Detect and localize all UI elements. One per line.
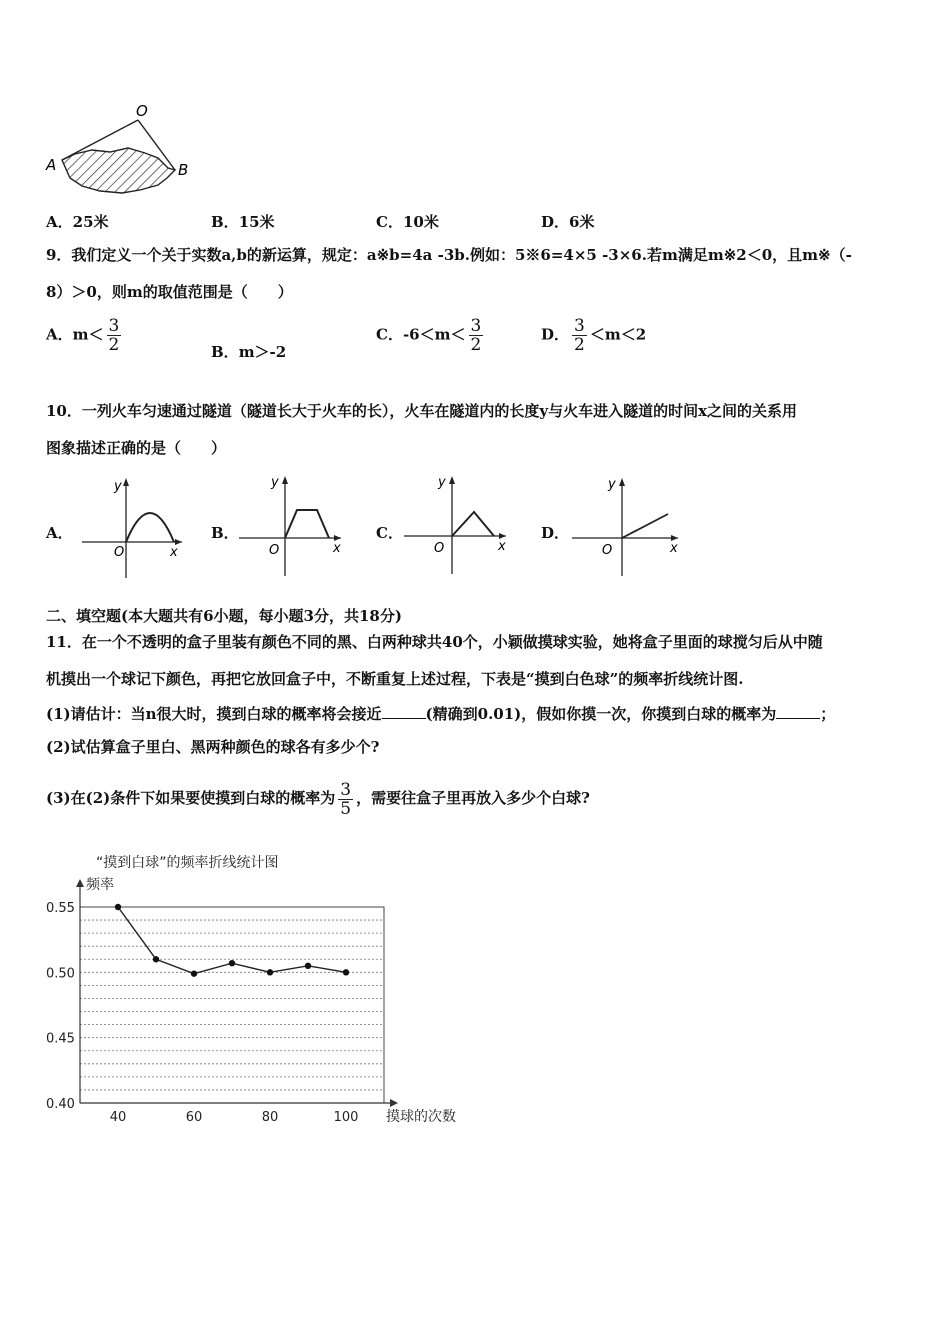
data-point	[305, 963, 311, 969]
curve	[622, 514, 668, 538]
q9-stem-line2: 8）＞0，则m的取值范围是（ ）	[46, 283, 293, 301]
part3-text-pre: (3)在(2)条件下如果要使摸到白球的概率为	[46, 789, 336, 807]
y-tick-label: 0.40	[46, 1097, 75, 1112]
axis-x-label: x	[170, 545, 178, 560]
q10-graph-b[interactable]	[237, 472, 347, 580]
option-text: 10米	[402, 213, 439, 231]
q10-stem-line2: 图象描述正确的是（ ）	[46, 439, 227, 457]
option-text: ＜m＜2	[589, 325, 647, 344]
axis-y-label: y	[114, 479, 122, 494]
y-axis-label: 频率	[86, 877, 114, 893]
option-letter: B．	[211, 213, 239, 231]
option-letter: D．	[541, 325, 570, 344]
plot-frame	[80, 907, 384, 1103]
q11-part2: (2)试估算盒子里白、黑两种颜色的球各有多少个?	[46, 738, 380, 756]
q8-option-a[interactable]	[46, 211, 109, 232]
axis-x-label: x	[498, 539, 506, 554]
fraction	[338, 781, 353, 818]
option-letter: A．	[46, 213, 73, 231]
option-text: -6＜m＜	[402, 325, 466, 344]
option-letter: D．	[541, 213, 570, 231]
option-letter: C．	[376, 213, 403, 231]
q11-stem-line1: 11．在一个不透明的盒子里装有颜色不同的黑、白两种球共40个，小颖做摸球实验，她将盒子里面的球搅匀后从中随	[46, 633, 823, 651]
part1-end: ；	[820, 705, 836, 723]
answer-blank-2[interactable]	[776, 718, 820, 719]
q8-option-c[interactable]	[376, 211, 439, 232]
option-letter: B．	[211, 343, 239, 361]
data-point	[343, 969, 349, 975]
numerator: 3	[340, 779, 352, 800]
x-ticks	[110, 1110, 359, 1125]
lake-shape	[62, 148, 175, 193]
option-letter: A．	[46, 325, 73, 344]
origin-label: O	[114, 545, 125, 560]
numerator: 3	[470, 316, 482, 336]
part1-text-a: (1)请估计：当n很大时，摸到白球的概率将会接近	[46, 705, 382, 723]
denominator: 2	[470, 335, 482, 355]
q8-figure	[40, 98, 210, 200]
x-tick-label: 40	[109, 1110, 127, 1125]
numerator: 3	[574, 316, 585, 336]
part1-text-b: (精确到0.01)，假如你摸一次，你摸到白球的概率为	[425, 705, 777, 723]
y-ticks	[46, 901, 75, 1112]
option-text: m＜	[72, 325, 104, 344]
data-point	[191, 970, 197, 976]
frequency-line-chart	[40, 845, 490, 1135]
q11-part1	[46, 704, 835, 724]
x-tick-label: 100	[333, 1110, 359, 1125]
part3-text-post: ，需要往盒子里再放入多少个白球?	[356, 789, 590, 807]
q8-option-d[interactable]	[541, 211, 594, 232]
q9-stem-line1: 9．我们定义一个关于实数a,b的新运算，规定：a※b=4a -3b.例如：5※6=4×5 -3×6.若m满足m※2＜0，且m※（-	[46, 246, 852, 264]
q11-part3	[46, 774, 590, 822]
y-tick-label: 0.45	[46, 1031, 75, 1047]
label-a: A	[46, 156, 57, 174]
curve	[452, 512, 494, 536]
y-tick-label: 0.55	[46, 901, 75, 916]
axis-x-label: x	[333, 541, 341, 556]
option-text: 15米	[238, 213, 275, 231]
data-points	[115, 904, 349, 977]
option-text: 25米	[72, 213, 109, 231]
option-text: m＞-2	[238, 343, 287, 361]
curve	[126, 513, 174, 542]
q9-option-d[interactable]	[541, 317, 646, 354]
chart-grid	[80, 920, 384, 1090]
fraction	[469, 317, 484, 354]
axis-y-label: y	[608, 477, 616, 492]
label-o: O	[136, 102, 148, 120]
axis-y-label: y	[271, 475, 279, 490]
origin-label: O	[269, 543, 280, 558]
chart-title: “摸到白球”的频率折线统计图	[96, 855, 279, 871]
q10-stem-line1: 10．一列火车匀速通过隧道（隧道长大于火车的长），火车在隧道内的长度y与火车进入隧道的时间x之间的关系用	[46, 402, 798, 420]
numerator: 3	[108, 316, 120, 336]
q10-option-a-label[interactable]: A．	[46, 524, 73, 542]
label-b: B	[178, 161, 189, 179]
x-axis-arrow	[390, 1099, 398, 1107]
section-heading: 二、填空题(本大题共有6小题，每小题3分，共18分)	[46, 607, 402, 625]
denominator: 2	[108, 335, 120, 355]
y-axis-arrow	[76, 879, 84, 887]
denominator: 5	[340, 798, 352, 819]
axis-y-label: y	[438, 475, 446, 490]
denominator: 2	[574, 335, 585, 355]
x-tick-label: 60	[185, 1110, 203, 1125]
q8-option-b[interactable]	[211, 211, 275, 232]
data-point	[267, 969, 273, 975]
fraction	[572, 317, 587, 354]
q10-option-d-label[interactable]: D．	[541, 524, 570, 542]
answer-blank-1[interactable]	[382, 718, 426, 719]
axis-x-label: x	[670, 541, 678, 556]
q10-graph-c[interactable]	[402, 470, 512, 578]
fraction	[107, 317, 122, 354]
q10-option-c-label[interactable]: C．	[376, 524, 403, 542]
option-text: 6米	[569, 213, 595, 231]
q9-option-a[interactable]	[46, 317, 124, 354]
q10-graph-d[interactable]	[570, 474, 682, 580]
data-point	[115, 904, 121, 910]
option-letter: C．	[376, 325, 403, 344]
origin-label: O	[434, 541, 445, 556]
data-point	[153, 956, 159, 962]
q9-option-b[interactable]	[211, 341, 286, 362]
y-tick-label: 0.50	[46, 966, 75, 982]
q11-stem-line2: 机摸出一个球记下颜色，再把它放回盒子中，不断重复上述过程，下表是“摸到白色球”的频率折线统计图.	[46, 670, 744, 688]
curve	[285, 510, 329, 538]
x-axis-label: 摸球的次数	[386, 1109, 456, 1125]
q10-graph-a[interactable]	[78, 474, 188, 582]
x-tick-label: 80	[261, 1110, 279, 1125]
q9-option-c[interactable]	[376, 317, 486, 354]
q10-option-b-label[interactable]: B．	[211, 524, 239, 542]
data-point	[229, 960, 235, 966]
origin-label: O	[602, 543, 613, 558]
